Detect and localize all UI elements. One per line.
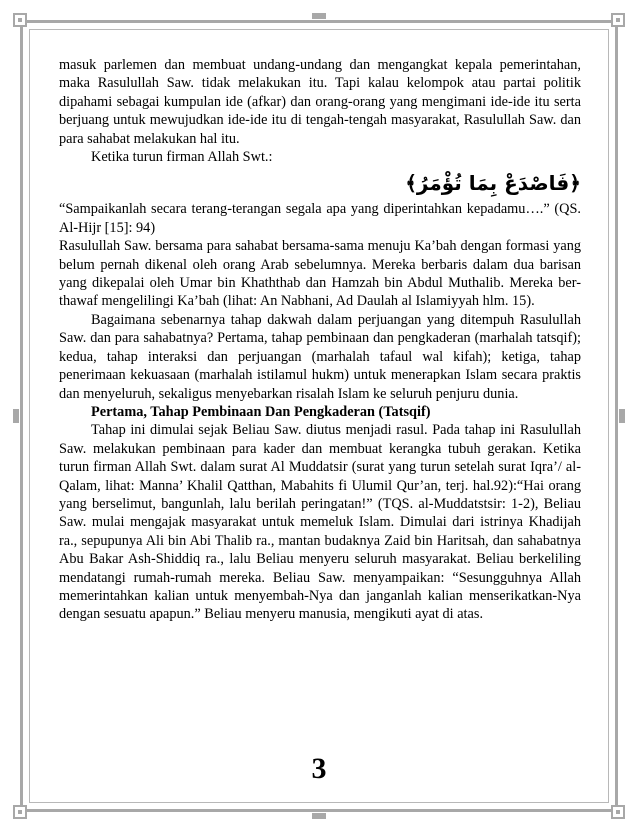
corner-ornament [13, 805, 27, 819]
corner-ornament [611, 13, 625, 27]
paragraph: Ketika turun firman Allah Swt.: [91, 149, 273, 166]
paragraph: masuk parlemen dan membuat undang-undang dan mengangkat kepala pemerintahan, maka Rasulullah Saw. tidak melakukan itu. Tapi kalau kelompok atau partai politik dipahami sebagai kumpulan ide (afkar) dan orang-orang yang mengimani ide-ide itu serta berjuang untuk mewujudkan ide-ide itu di tengah-tengah masyarakat, Rasulullah Saw. dan para sahabat melakukan hal itu. [59, 57, 581, 147]
corner-ornament [13, 13, 27, 27]
border-ornament [312, 13, 326, 19]
section-heading: Pertama, Tahap Pembinaan Dan Pengkaderan (Tatsqif) [91, 403, 431, 420]
page-number: 3 [311, 752, 327, 785]
paragraph: Tahap ini dimulai sejak Beliau Saw. diutus menjadi rasul. Pada tahap ini Rasulullah Saw. melakukan pembinaan para kader dan membuat kerangka tubuh gerakan. Ketika turun firman Allah Swt. dalam surat Al Muddatsir (surat yang turun setelah surat Iqra’/ al-Qalam, lihat: Manna’ Khalil Qatthan, Mabahits fi Ulumil Qur’an, terj. hal.92):“Hai orang yang berselimut, bangunlah, lalu berilah peringatan!” (TQS. al-Muddatstsir: 1-2), Beliau Saw. mulai mengajak masyarakat untuk memeluk Islam. Dimulai dari istrinya Khadijah ra., sepupunya Ali bin Abi Thalib ra., mantan budaknya Zaid bin Haritsah, dan sahabatnya Abu Bakar Ash-Shiddiq ra., lalu Beliau menyeru seluruh masyarakat. Beliau berkeliling mendatangi rumah-rumah mereka. Beliau Saw. menyampaikan: “Sesungguhnya Allah memerintahkan kalian untuk menyembah-Nya dan janganlah kalian menserikatkan-Nya dengan sesuatu apapun.” Beliau menyeru manusia, mengikuti ayat di atas. [59, 422, 581, 623]
paragraph: Bagaimana sebenarnya tahap dakwah dalam perjuangan yang ditempuh Rasulullah Saw. dan para sahabatnya? Pertama, tahap pembinaan dan pengkaderan (marhalah tatsqif); kedua, tahap interaksi dan perjuangan (marhalah tafaul wal kifah); ketiga, tahap penerimaan kekuasaan (marhalah istilamul hukm) untuk menerapkan Islam secara praktis dan menyeluruh, sekaligus menyebarkan risalah Islam ke seluruh penjuru dunia. [59, 311, 581, 402]
border-ornament [312, 813, 326, 819]
page-content [59, 56, 581, 624]
border-ornament [13, 409, 19, 423]
border-ornament [619, 409, 625, 423]
corner-ornament [611, 805, 625, 819]
paragraph: “Sampaikanlah secara terang-terangan segala apa yang diperintahkan kepadamu….” (QS. Al-Hijr [15]: 94) [59, 201, 581, 236]
arabic-verse: ﴿فَاصْدَعْ بِمَا تُؤْمَرُ﴾ [405, 171, 581, 196]
paragraph: Rasulullah Saw. bersama para sahabat bersama-sama menuju Ka’bah dengan formasi yang belum pernah dikenal oleh orang Arab sebelumnya. Mereka berbaris dalam dua barisan yang dikepalai oleh Umar bin Khaththab dan Hamzah bin Abdul Muthalib. Mereka ber-thawaf mengelilingi Ka’bah (lihat: An Nabhani, Ad Daulah al Islamiyyah hlm. 15). [59, 238, 581, 310]
